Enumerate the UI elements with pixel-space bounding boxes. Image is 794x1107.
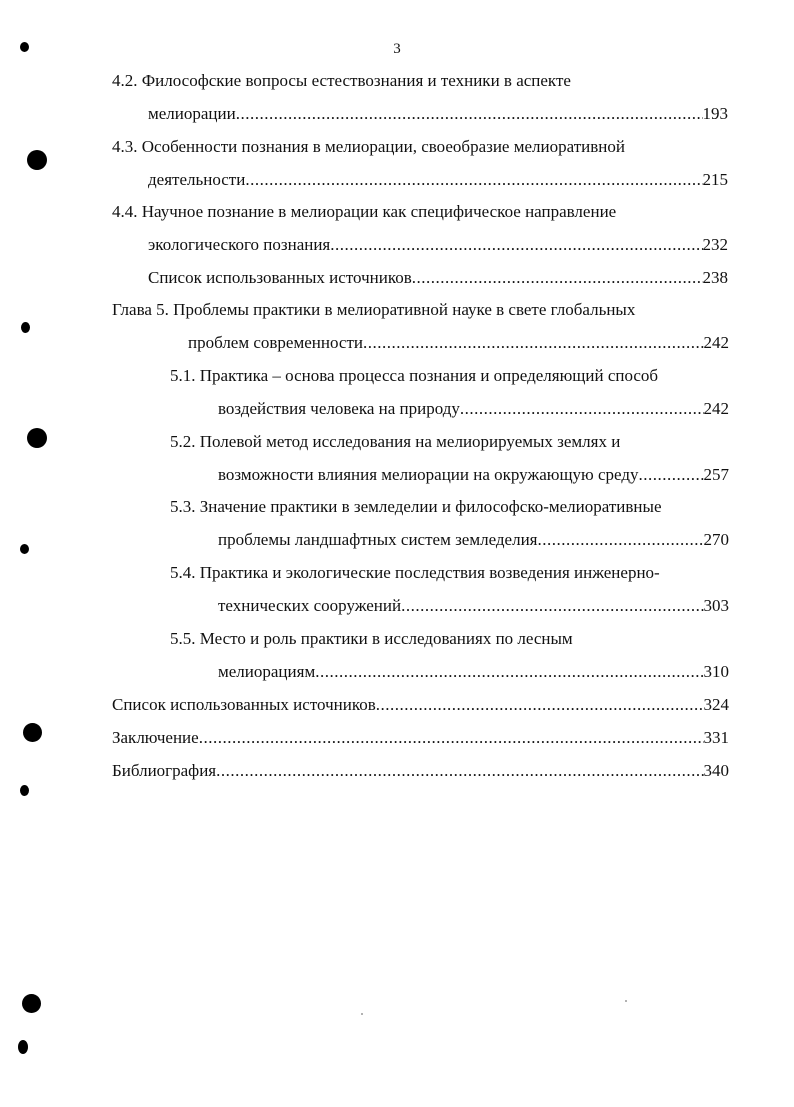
toc-entry-5-5 [218,661,729,683]
toc-entry-5-3-title [170,496,740,518]
toc-entry-4-3 [148,169,728,191]
toc-entry-5-5-title [170,628,730,650]
dot-leader [538,529,704,551]
toc-entry-4-2-page: 193 [702,104,728,123]
punch-hole-mark [20,42,29,52]
toc-entry-sources-page: 324 [703,695,729,714]
punch-hole-mark [23,723,42,742]
toc-entry-5-2-page: 257 [703,465,729,484]
toc-entry-4-2-text: 4.2. Философские вопросы естествознания и техники в аспекте [112,71,571,90]
dot-leader [639,464,704,486]
dot-leader [245,169,702,191]
dot-leader [315,661,703,683]
punch-hole-mark [20,785,29,796]
toc-entry-5-4-title [170,562,740,584]
toc-entry-4-2-title [112,70,672,92]
punch-hole-mark [27,428,47,448]
toc-entry-sources-ch4-text: Список использованных источников [148,268,412,287]
toc-entry-5-5-page: 310 [703,662,729,681]
dot-leader [199,727,704,749]
toc-entry-4-4-title [112,201,702,223]
toc-entry-5-3-text: 5.3. Значение практики в земледелии и философско-мелиоративные [170,497,662,516]
toc-entry-sources-text: Список использованных источников [112,695,376,714]
toc-entry-sources [112,694,729,716]
toc-entry-bibliography-text: Библиография [112,761,217,780]
punch-hole-mark [27,150,47,170]
toc-entry-4-4 [148,234,728,256]
page-number: 3 [393,41,401,57]
punch-hole-mark [18,1040,28,1054]
dot-leader [330,234,702,256]
toc-entry-conclusion-text: Заключение [112,728,199,747]
toc-entry-5-5-cont: мелиорациям [218,662,316,681]
toc-entry-4-3-text: 4.3. Особенности познания в мелиорации, своеобразие мелиоративной [112,137,625,156]
toc-entry-4-4-cont: экологического познания [148,235,331,254]
punch-hole-mark [22,994,41,1013]
toc-entry-5-1 [218,398,729,420]
dot-leader [401,595,703,617]
punch-hole-mark [20,544,29,554]
toc-entry-5-2-cont: возможности влияния мелиорации на окружающую среду [218,465,639,484]
toc-entry-4-3-title [112,136,702,158]
toc-entry-5-4-text: 5.4. Практика и экологические последствия возведения инженерно- [170,563,660,582]
toc-entry-4-4-page: 232 [702,235,728,254]
toc-entry-conclusion [112,727,729,749]
toc-entry-5-1-page: 242 [703,399,729,418]
toc-entry-5-2-title [170,431,730,453]
dot-leader [236,103,703,125]
toc-entry-4-4-text: 4.4. Научное познание в мелиорации как специфическое направление [112,202,617,221]
toc-entry-ch5-text: Глава 5. Проблемы практики в мелиоративной науке в свете глобальных [112,300,636,319]
toc-entry-5-5-text: 5.5. Место и роль практики в исследованиях по лесным [170,629,573,648]
punch-hole-mark [21,322,30,333]
toc-entry-5-1-title [170,365,730,387]
scan-speck [361,1013,363,1015]
toc-entry-4-3-page: 215 [702,170,728,189]
toc-entry-5-3 [218,529,729,551]
toc-entry-5-4 [218,595,729,617]
toc-entry-5-3-page: 270 [703,530,729,549]
dot-leader [412,267,703,289]
toc-entry-bibliography [112,760,729,782]
toc-entry-ch5-page: 242 [703,333,729,352]
toc-entry-ch5-title [112,299,712,321]
toc-entry-5-3-cont: проблемы ландшафтных систем земледелия [218,530,538,549]
toc-entry-5-4-cont: технических сооружений [218,596,402,615]
toc-entry-conclusion-page: 331 [703,728,729,747]
toc-entry-sources-ch4 [148,267,728,289]
toc-entry-5-4-page: 303 [703,596,729,615]
toc-entry-ch5 [188,332,729,354]
toc-entry-5-2-text: 5.2. Полевой метод исследования на мелиорируемых землях и [170,432,621,451]
toc-entry-5-1-cont: воздействия человека на природу [218,399,460,418]
dot-leader [363,332,704,354]
toc-entry-4-2-cont: мелиорации [148,104,236,123]
toc-entry-ch5-cont: проблем современности [188,333,363,352]
scan-speck [625,1000,627,1002]
toc-entry-4-2 [148,103,728,125]
dot-leader [216,760,703,782]
toc-entry-bibliography-page: 340 [703,761,729,780]
toc-entry-5-1-text: 5.1. Практика – основа процесса познания и определяющий способ [170,366,659,385]
dot-leader [376,694,704,716]
toc-entry-5-2 [218,464,729,486]
toc-entry-4-3-cont: деятельности [148,170,246,189]
toc-entry-sources-ch4-page: 238 [702,268,728,287]
dot-leader [460,398,704,420]
